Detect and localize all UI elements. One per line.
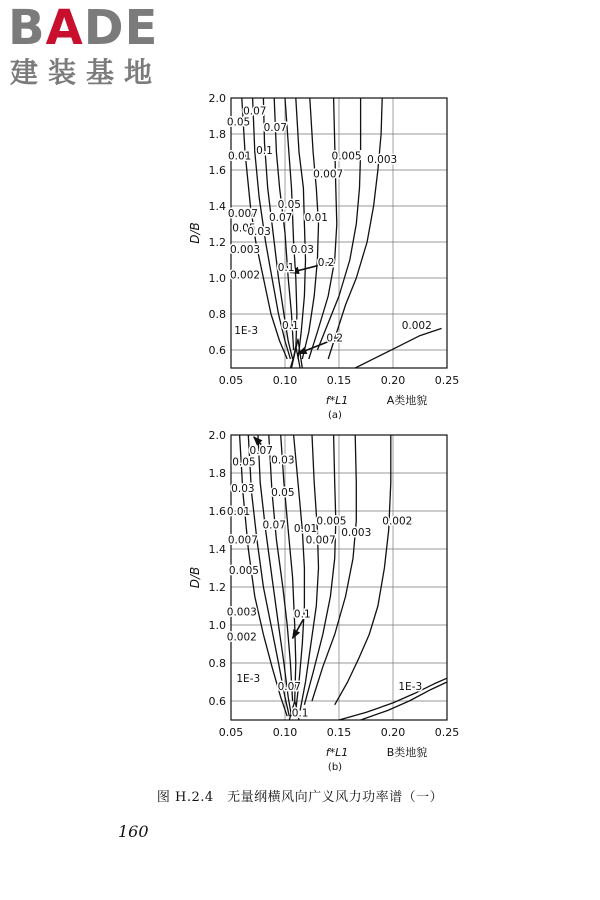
contour-label: 1E-3 [398, 680, 423, 693]
panel-label: (b) [327, 762, 343, 773]
contour-line [300, 435, 318, 711]
contour-label: 0.007 [313, 168, 344, 181]
contour-label: 0.03 [271, 454, 295, 467]
contour-label: 0.01 [227, 150, 252, 163]
contour-label: 0.01 [293, 523, 318, 536]
x-tick-label: 0.15 [326, 726, 352, 739]
contour-line [269, 435, 293, 701]
contour-label: 0.2 [317, 256, 335, 269]
y-tick-label: 1.4 [208, 200, 226, 213]
contour-label: 0.05 [271, 487, 295, 499]
logo-wordmark: BADE [8, 0, 159, 56]
y-tick-label: 1.8 [208, 128, 226, 141]
y-tick-label: 1.0 [208, 619, 226, 632]
contour-panel-b [188, 429, 459, 773]
y-tick-label: 1.4 [208, 543, 226, 556]
contour-label: 0.05 [232, 222, 256, 235]
contour-label: 0.01 [226, 506, 251, 518]
contour-label: 0.007 [305, 534, 336, 547]
y-tick-label: 1.0 [208, 272, 226, 285]
contour-label: 0.07 [277, 680, 302, 693]
contour-label: 0.002 [382, 515, 413, 528]
contour-panel-a [188, 92, 459, 421]
contour-label: 0.05 [277, 199, 302, 212]
x-tick-label: 0.05 [218, 726, 244, 739]
x-tick-label: 0.20 [380, 726, 406, 739]
y-tick-label: 1.6 [208, 505, 226, 518]
contour-label: 0.003 [226, 606, 257, 619]
contour-label: 0.1 [291, 707, 309, 720]
contour-label: 0.003 [230, 244, 261, 257]
x-tick-label: 0.20 [380, 374, 406, 387]
contour-label: 1E-3 [236, 673, 261, 686]
x-tick-label: 0.15 [326, 374, 352, 387]
x-tick-label: 0.10 [272, 726, 298, 739]
x-tick-label: 0.05 [218, 374, 244, 387]
contour-label: 0.07 [268, 211, 293, 224]
y-tick-label: 1.8 [208, 467, 226, 480]
y-axis-label: D/B [188, 566, 202, 589]
contour-label: 0.1 [277, 262, 295, 275]
y-tick-label: 0.6 [208, 344, 226, 357]
contour-line [281, 435, 296, 701]
contour-label: 0.07 [262, 519, 286, 532]
contour-label: 0.002 [230, 269, 261, 282]
contour-label: 0.005 [331, 150, 362, 163]
contour-label: 0.002 [226, 631, 257, 644]
terrain-label: B类地貌 [386, 746, 428, 759]
panel-label: (a) [328, 410, 342, 421]
contour-label: 0.01 [304, 211, 329, 224]
x-axis-label: f*L1 [325, 746, 349, 759]
contour-label: 0.005 [228, 564, 259, 577]
y-tick-label: 1.2 [208, 236, 226, 249]
contour-label: 0.005 [316, 515, 347, 528]
contour-label: 0.2 [326, 332, 344, 345]
x-tick-label: 0.25 [434, 726, 460, 739]
figure-caption: 图 H.2.4 无量纲横风向广义风力功率谱（一） [156, 790, 444, 805]
contour-label: 0.1 [293, 608, 311, 621]
contour-label: 0.03 [247, 226, 271, 239]
pointer-arrow [254, 437, 262, 445]
contour-label: 0.03 [290, 244, 314, 257]
contour-label: 0.07 [263, 121, 287, 134]
page-number: 160 [118, 822, 149, 841]
y-tick-label: 0.6 [208, 695, 226, 708]
contour-line [355, 328, 441, 368]
y-tick-label: 2.0 [208, 429, 226, 442]
x-axis-label: f*L1 [325, 394, 349, 407]
contour-label: 0.1 [282, 319, 299, 332]
y-tick-label: 2.0 [208, 92, 226, 105]
y-axis-label: D/B [188, 222, 202, 244]
terrain-label: A类地貌 [386, 394, 428, 407]
contour-label: 0.07 [243, 105, 267, 118]
contour-label: 0.003 [367, 154, 398, 167]
logo-subtitle: 建装基地 [10, 56, 163, 89]
x-tick-label: 0.10 [272, 374, 298, 387]
y-tick-label: 0.8 [208, 308, 226, 321]
contour-label: 0.002 [401, 319, 432, 332]
x-tick-label: 0.25 [434, 374, 460, 387]
contour-label: 0.05 [232, 456, 256, 469]
contour-line [335, 435, 391, 705]
contour-line [258, 435, 295, 716]
contour-label: 0.003 [341, 526, 372, 539]
contour-label: 1E-3 [234, 325, 259, 338]
y-tick-label: 1.6 [208, 164, 226, 177]
contour-label: 0.007 [227, 208, 258, 221]
contour-line [304, 435, 335, 705]
y-tick-label: 1.2 [208, 581, 226, 594]
contour-label: 0.07 [249, 445, 273, 458]
contour-line [309, 98, 337, 359]
contour-label: 0.03 [231, 483, 255, 496]
contour-label: 0.1 [256, 145, 273, 158]
contour-label: 0.05 [226, 116, 251, 129]
y-tick-label: 0.8 [208, 657, 226, 670]
contour-label: 0.007 [227, 534, 258, 547]
